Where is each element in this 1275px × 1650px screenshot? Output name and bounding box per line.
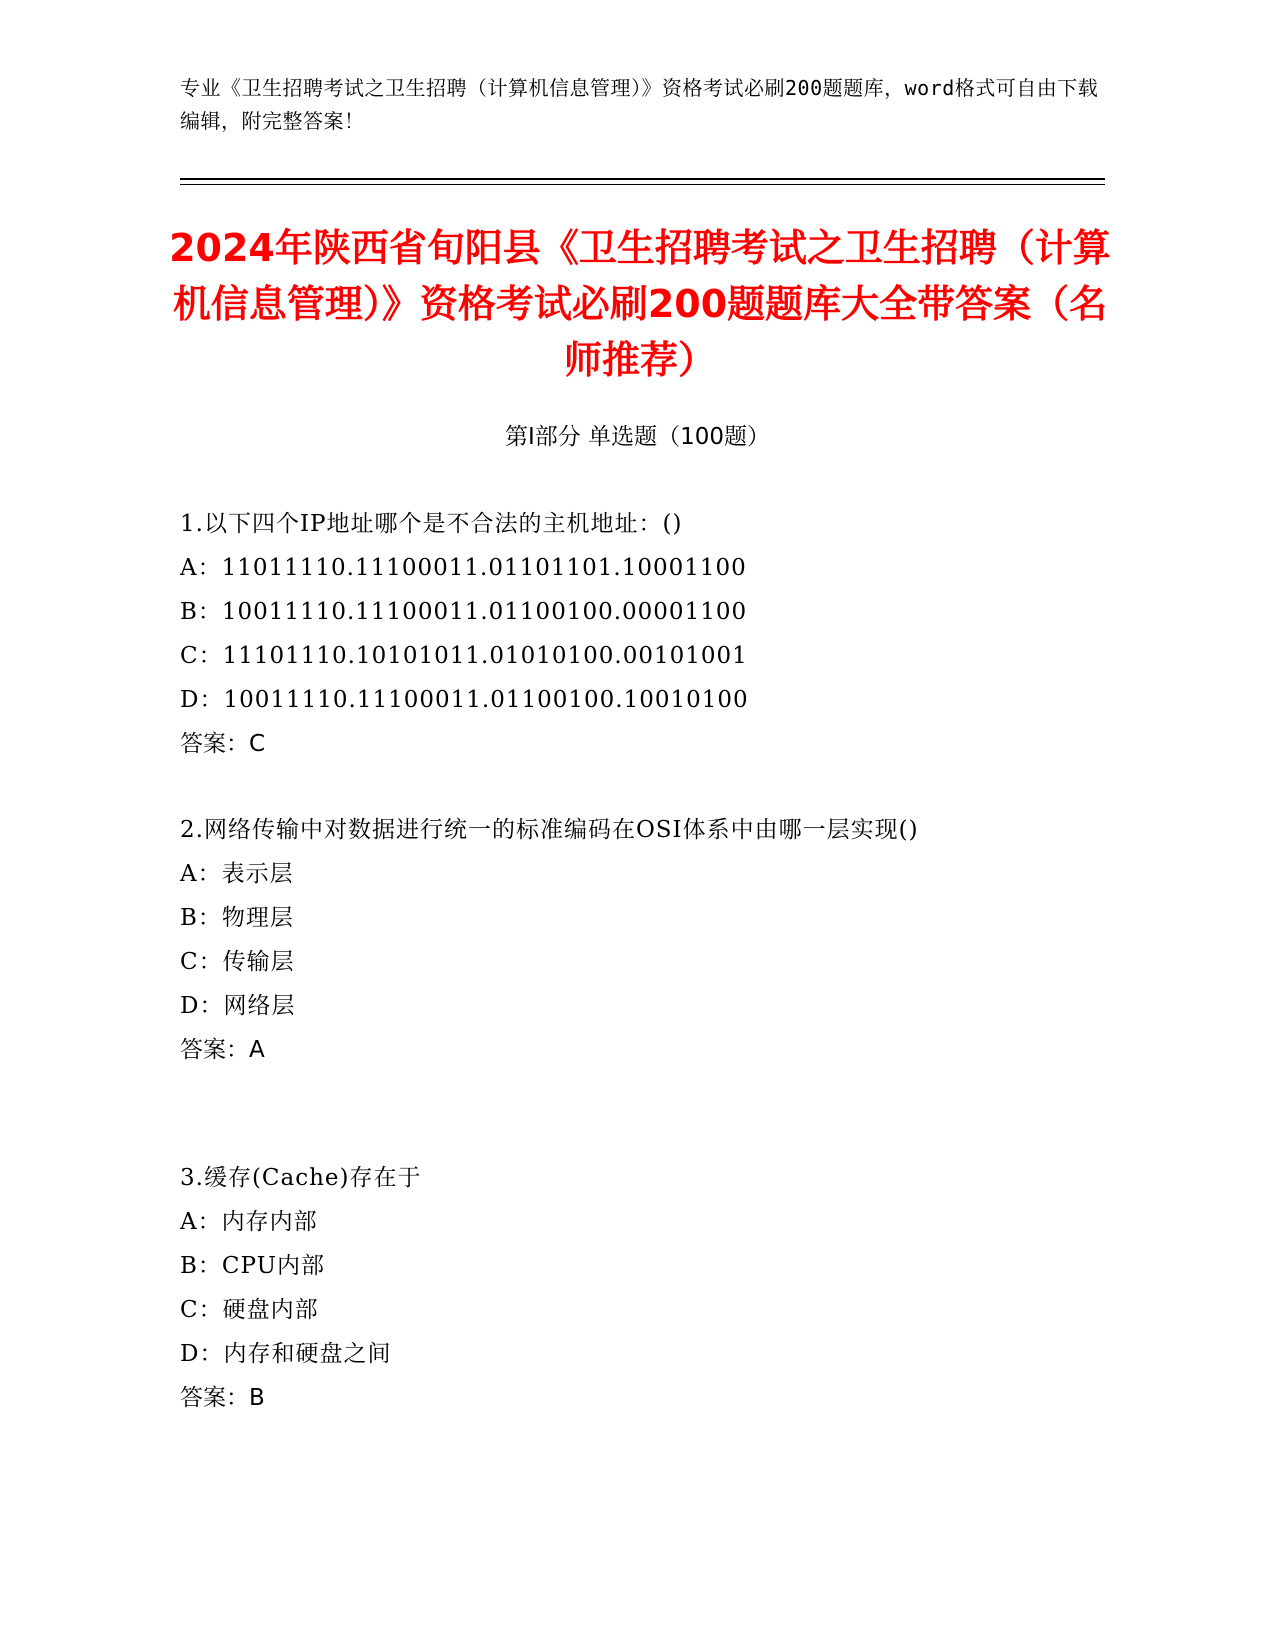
answer: 答案：A (180, 1037, 265, 1063)
question-3 (180, 1156, 1030, 1420)
question-2 (180, 808, 1030, 1072)
option-b: B：CPU内部 (180, 1253, 325, 1279)
header-divider-thin (180, 184, 1105, 185)
header-divider-thick (180, 178, 1105, 180)
document-title: 2024年陕西省旬阳县《卫生招聘考试之卫生招聘（计算机信息管理）》资格考试必刷200题题库大全带答案（名师推荐） (169, 226, 1111, 382)
header-note: 专业《卫生招聘考试之卫生招聘（计算机信息管理）》资格考试必刷200题题库，word格式可自由下载编辑，附完整答案！ (180, 76, 1099, 133)
option-a: A：内存内部 (180, 1209, 318, 1235)
option-c: C：11101110.10101011.01010100.00101001 (180, 643, 748, 669)
question-stem: 1.以下四个IP地址哪个是不合法的主机地址：() (180, 511, 683, 537)
question-stem: 2.网络传输中对数据进行统一的标准编码在OSI体系中由哪一层实现() (180, 817, 919, 843)
question-1 (180, 502, 1030, 766)
section-heading: 第Ⅰ部分 单选题（100题） (505, 424, 770, 450)
option-c: C：传输层 (180, 949, 295, 975)
option-d: D：10011110.11100011.01100100.10010100 (180, 687, 749, 713)
question-stem: 3.缓存(Cache)存在于 (180, 1165, 422, 1191)
answer: 答案：B (180, 1385, 265, 1411)
option-a: A：表示层 (180, 861, 294, 887)
option-d: D：内存和硬盘之间 (180, 1341, 392, 1367)
option-c: C：硬盘内部 (180, 1297, 319, 1323)
option-b: B：物理层 (180, 905, 294, 931)
option-b: B：10011110.11100011.01100100.00001100 (180, 599, 748, 625)
answer: 答案：C (180, 731, 266, 757)
option-a: A：11011110.11100011.01101101.10001100 (180, 555, 747, 581)
option-d: D：网络层 (180, 993, 296, 1019)
